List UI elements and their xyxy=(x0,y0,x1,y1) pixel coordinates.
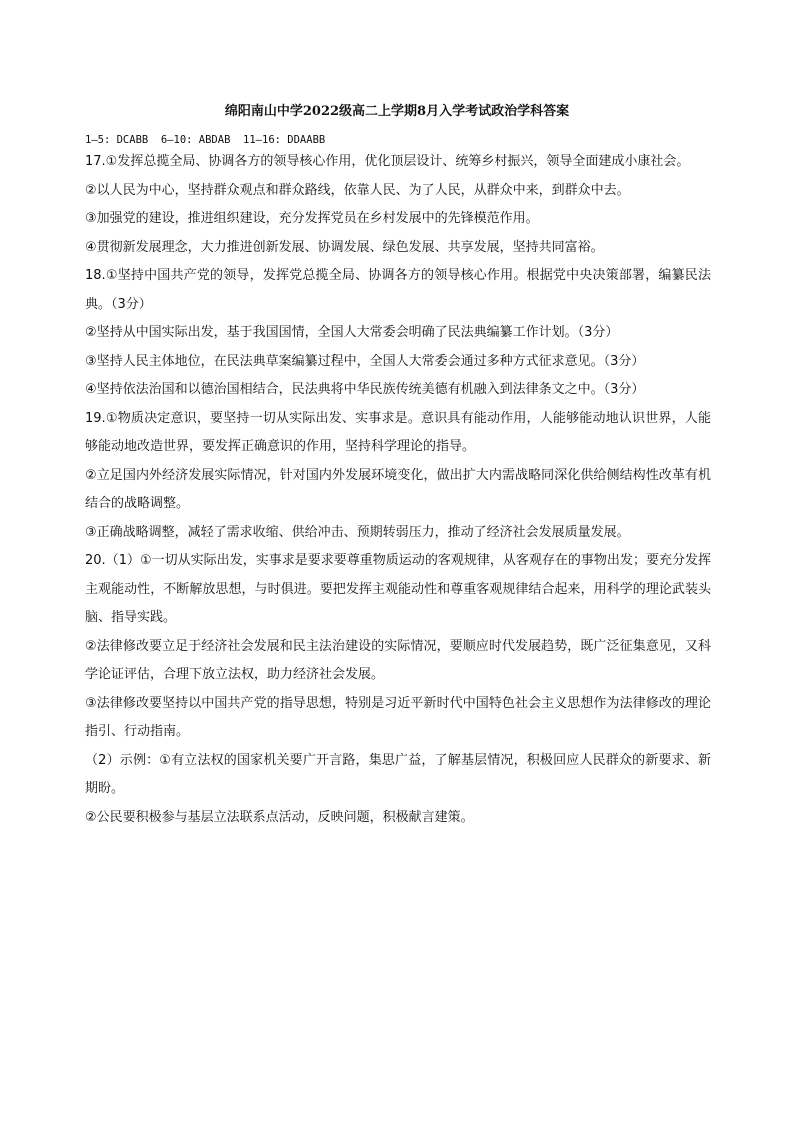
answer-17-3: ③加强党的建设，推进组织建设，充分发挥党员在乡村发展中的先锋模范作用。 xyxy=(85,211,539,226)
answer-body xyxy=(85,148,711,832)
answer-19-3: ③正确战略调整，减轻了需求收缩、供给冲击、预期转弱压力，推动了经济社会发展质量发展。 xyxy=(85,524,630,540)
answer-18-4: ④坚持依法治国和以德治国相结合，民法典将中华民族传统美德有机融入到法律条文之中。（3分） xyxy=(85,382,645,397)
answer-18-2: ②坚持从中国实际出发，基于我国国情，全国人大常委会明确了民法典编纂工作计划。（3分） xyxy=(85,325,619,340)
answer-18-1: 18.①坚持中国共产党的领导，发挥党总揽全局、协调各方的领导核心作用。根据党中央决策部署，编纂民法典。（3分） xyxy=(85,268,711,312)
answer-20-2-1: （2）示例：①有立法权的国家机关要广开言路，集思广益，了解基层情况，积极回应人民群众的新要求、新期盼。 xyxy=(85,752,711,796)
document-title: 绵阳南山中学2022级高二上学期8月入学考试政治学科答案 xyxy=(224,104,570,119)
answer-19-1: 19.①物质决定意识，要坚持一切从实际出发、实事求是。意识具有能动作用，人能够能动地认识世界，人能够能动地改造世界，要发挥正确意识的作用，坚持科学理论的指导。 xyxy=(85,410,711,454)
answer-20-2-2: ②公民要积极参与基层立法联系点活动，反映问题，积极献言建策。 xyxy=(85,809,474,825)
answer-20-1-1: 20.（1）①一切从实际出发，实事求是要求要尊重物质运动的客观规律，从客观存在的事物出发；要充分发挥主观能动性，不断解放思想，与时俱进。要把发挥主观能动性和尊重客观规律结合起来，用科学的理论武装头脑、指导实践。 xyxy=(85,553,711,625)
answer-20-1-2: ②法律修改要立足于经济社会发展和民主法治建设的实际情况，要顺应时代发展趋势，既广泛征集意见，又科学论证评估，合理下放立法权，助力经济社会发展。 xyxy=(85,638,711,682)
answer-17-4: ④贯彻新发展理念，大力推进创新发展、协调发展、绿色发展、共享发展，坚持共同富裕。 xyxy=(85,239,604,255)
answer-19-2: ②立足国内外经济发展实际情况，针对国内外发展环境变化，做出扩大内需战略同深化供给侧结构性改革有机结合的战略调整。 xyxy=(85,467,711,511)
answer-20-1-3: ③法律修改要坚持以中国共产党的指导思想，特别是习近平新时代中国特色社会主义思想作为法律修改的理论指引、行动指南。 xyxy=(85,695,711,739)
answer-18-3: ③坚持人民主体地位，在民法典草案编纂过程中，全国人大常委会通过多种方式征求意见。（3分） xyxy=(85,353,645,369)
answer-17-2: ②以人民为中心，坚持群众观点和群众路线，依靠人民、为了人民，从群众中来，到群众中去。 xyxy=(85,182,630,198)
choice-answer-key: 1—5: DCABB 6—10: ABDAB 11—16: DDAABB xyxy=(85,134,326,146)
answer-17-1: 17.①发挥总揽全局、协调各方的领导核心作用，优化顶层设计、统筹乡村振兴，领导全面建成小康社会。 xyxy=(85,154,690,169)
